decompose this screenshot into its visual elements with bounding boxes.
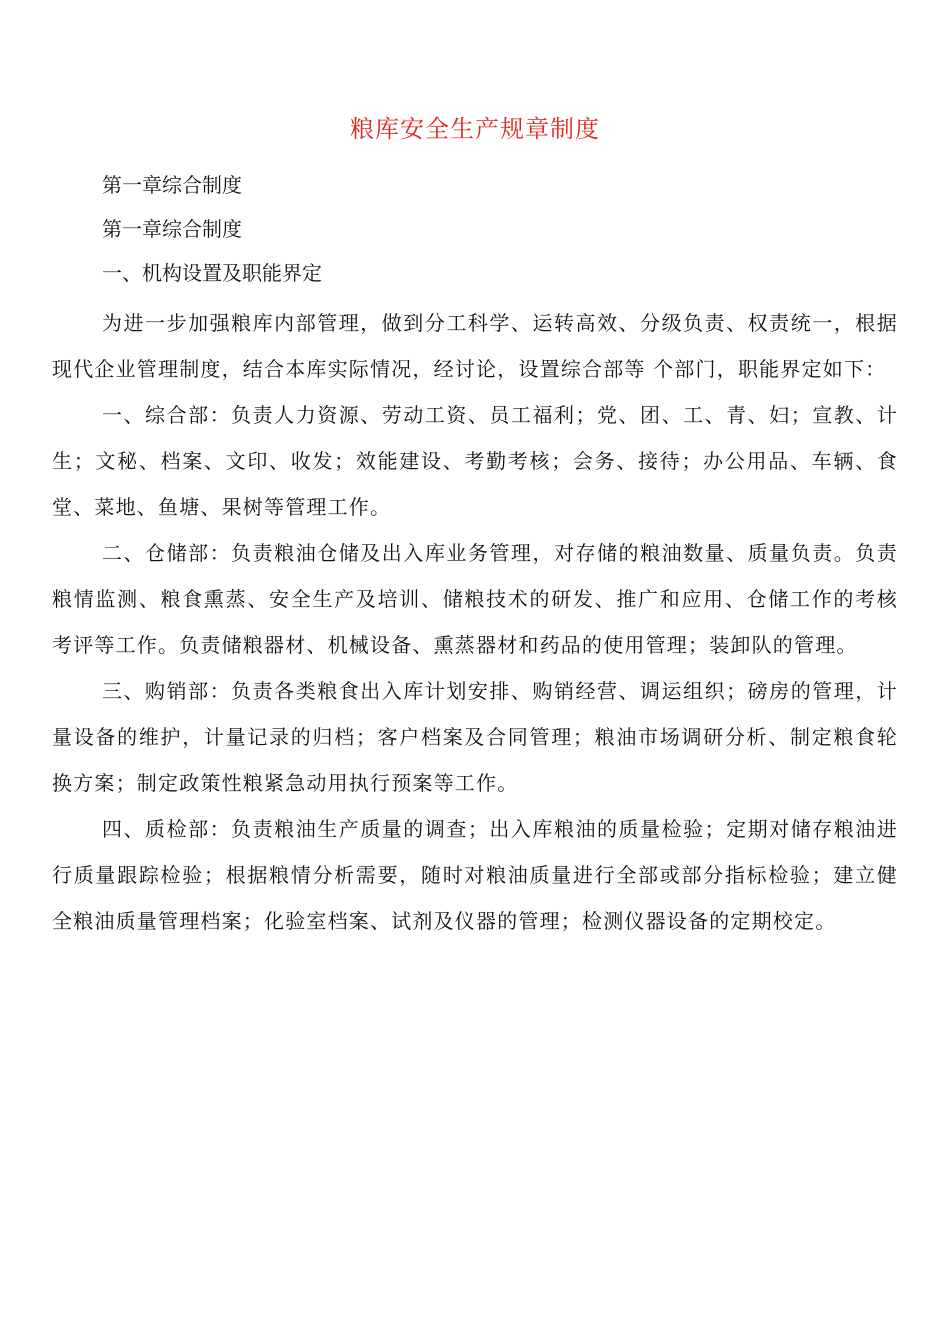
chapter-heading: 第一章综合制度: [102, 173, 242, 197]
section-heading: 一、机构设置及职能界定: [102, 261, 322, 285]
paragraph-general-department: 一、综合部：负责人力资源、劳动工资、员工福利；党、团、工、青、妇；宣教、计生；文秘、档案、文印、收发；效能建设、考勤考核；会务、接待；办公用品、车辆、食堂、菜地、鱼塘、果树等管理工作。: [52, 403, 898, 519]
document-title: 粮库安全生产规章制度: [350, 115, 600, 143]
intro-paragraph: 为进一步加强粮库内部管理，做到分工科学、运转高效、分级负责、权责统一，根据现代企业管理制度，结合本库实际情况，经讨论，设置综合部等 个部门，职能界定如下：: [52, 311, 898, 381]
paragraph-storage-department: 二、仓储部：负责粮油仓储及出入库业务管理，对存储的粮油数量、质量负责。负责粮情监测、粮食熏蒸、安全生产及培训、储粮技术的研发、推广和应用、仓储工作的考核考评等工作。负责储粮器材、机械设备、熏蒸器材和药品的使用管理；装卸队的管理。: [52, 541, 898, 657]
paragraph-sales-department: 三、购销部：负责各类粮食出入库计划安排、购销经营、调运组织；磅房的管理，计量设备的维护，计量记录的归档；客户档案及合同管理；粮油市场调研分析、制定粮食轮换方案；制定政策性粮紧急动用执行预案等工作。: [52, 679, 898, 795]
chapter-heading-repeat: 第一章综合制度: [102, 217, 242, 241]
paragraph-quality-department: 四、质检部：负责粮油生产质量的调查；出入库粮油的质量检验；定期对储存粮油进行质量跟踪检验；根据粮情分析需要，随时对粮油质量进行全部或部分指标检验；建立健全粮油质量管理档案；化验室档案、试剂及仪器的管理；检测仪器设备的定期校定。: [52, 817, 898, 933]
